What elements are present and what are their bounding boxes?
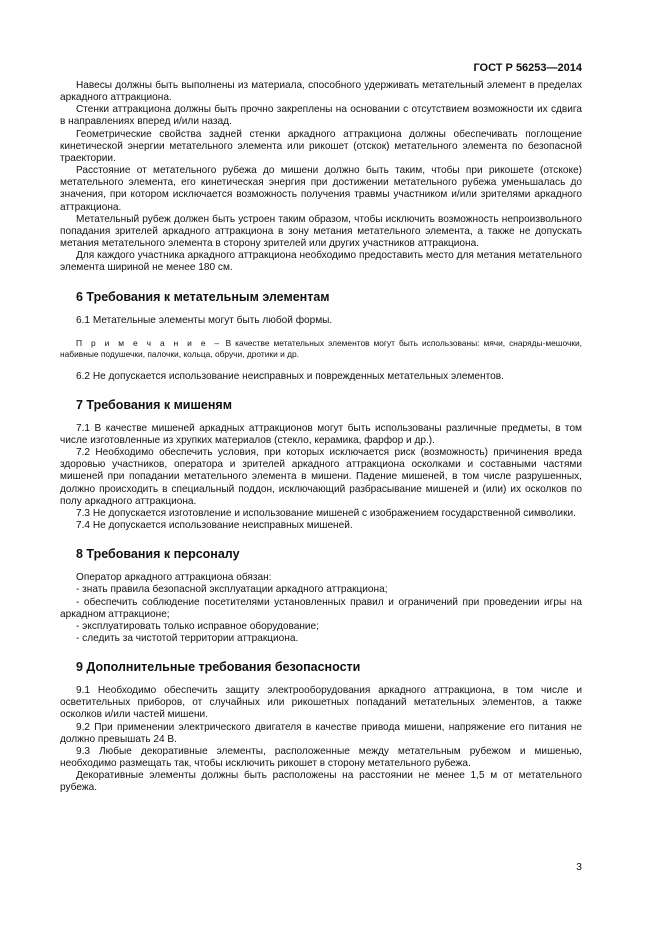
intro-paragraph: Для каждого участника аркадного аттракциона необходимо предоставить место для метания метательного элемента шириной не менее 180 см. bbox=[60, 250, 582, 274]
page-number: 3 bbox=[576, 861, 582, 873]
page-content bbox=[60, 80, 582, 795]
section-9-paragraph: 9.3 Любые декоративные элементы, расположенные между метательным рубежом и мишенью, необходимо размещать так, чтобы исключить рикошет в сторону метательного рубежа. bbox=[60, 745, 582, 770]
section-6-title: 6 Требования к метательным элементам bbox=[76, 289, 330, 304]
intro-paragraph: Расстояние от метательного рубежа до мишени должно быть таким, чтобы при рикошете (отскоке) метательного элемента, его кинетическая энергия при достижении метательного рубежа уменьшалась до значения, при котором исключается возможность получения травмы участником и/или зрителями аркадного аттракциона. bbox=[60, 165, 582, 213]
list-item: - знать правила безопасной эксплуатации аркадного аттракциона; bbox=[76, 584, 388, 596]
section-6-paragraph-2: 6.2 Не допускается использование неисправных и поврежденных метательных элементов. bbox=[76, 370, 504, 382]
intro-paragraph: Стенки аттракциона должны быть прочно закреплены на основании с отсутствием возможности их сдвига в направлениях вперед и/или назад. bbox=[60, 104, 582, 128]
section-9-paragraph: 9.1 Необходимо обеспечить защиту электрооборудования аркадного аттракциона, в том числе и осветительных приборов, от случайных или рикошетных попаданий метательных элементов, а также осколков и/или частей мишени. bbox=[60, 685, 582, 721]
section-6-note bbox=[60, 338, 582, 360]
note-label: П р и м е ч а н и е – bbox=[76, 337, 222, 348]
note-text: В качестве метательных элементов могут быть использованы: мячи, снаряды-мешочки, набивные подушечки, палочки, кольца, обручи, дротики и др. bbox=[60, 337, 582, 359]
section-6-paragraph-1: 6.1 Метательные элементы могут быть любой формы. bbox=[76, 314, 333, 326]
intro-paragraph: Метательный рубеж должен быть устроен таким образом, чтобы исключить возможность непроизвольного попадания зрителей аркадного аттракциона в зону метания метательного элемента, а также не допускать метания метательного элемента в сторону зрителей или других участников аттракциона. bbox=[60, 213, 582, 250]
list-item: - эксплуатировать только исправное оборудование; bbox=[76, 620, 319, 632]
section-9-paragraph: Декоративные элементы должны быть расположены на расстоянии не менее 1,5 м от метательного рубежа. bbox=[60, 770, 582, 794]
section-7-title: 7 Требования к мишеням bbox=[76, 397, 232, 412]
section-7-paragraph: 7.4 Не допускается использование неисправных мишеней. bbox=[76, 520, 353, 532]
list-item: - обеспечить соблюдение посетителями установленных правил и ограничений при проведении игры на аркадном аттракционе; bbox=[60, 596, 582, 620]
section-7-paragraph: 7.1 В качестве мишеней аркадных аттракционов могут быть использованы различные предметы, в том числе изготовленные из хрупких материалов (стекло, керамика, фарфор и др.). bbox=[60, 422, 582, 446]
section-8-title: 8 Требования к персоналу bbox=[76, 547, 240, 562]
intro-paragraph: Навесы должны быть выполнены из материала, способного удерживать метательный элемент в пределах аркадного аттракциона. bbox=[60, 80, 582, 104]
section-9-title: 9 Дополнительные требования безопасности bbox=[76, 660, 361, 675]
list-item: - следить за чистотой территории аттракциона. bbox=[76, 633, 299, 644]
section-7-paragraph: 7.3 Не допускается изготовление и использование мишеней с изображением государственной символики. bbox=[76, 507, 576, 519]
section-7-paragraph: 7.2 Необходимо обеспечить условия, при которых исключается риск (возможность) причинения вреда здоровью участников, оператора и зрителей аркадного аттракциона осколками и составными частями мишеней при попадании метательного элемента в мишени. Падение мишеней, в том числе разрушенных, должно происходить в специальный поддон, исключающий разбрасывание мишеней и (или) их осколков по полу аркадного аттракциона. bbox=[60, 447, 582, 507]
intro-paragraph: Геометрические свойства задней стенки аркадного аттракциона должны обеспечивать поглощение кинетической энергии метательного элемента или рикошет (отскок) метательного элемента по безопасной траектории. bbox=[60, 128, 582, 164]
section-9-paragraph: 9.2 При применении электрического двигателя в качестве привода мишени, напряжение его питания не должно превышать 24 В. bbox=[60, 721, 582, 745]
section-8-lead: Оператор аркадного аттракциона обязан: bbox=[76, 572, 272, 584]
standard-code: ГОСТ Р 56253—2014 bbox=[473, 62, 582, 74]
